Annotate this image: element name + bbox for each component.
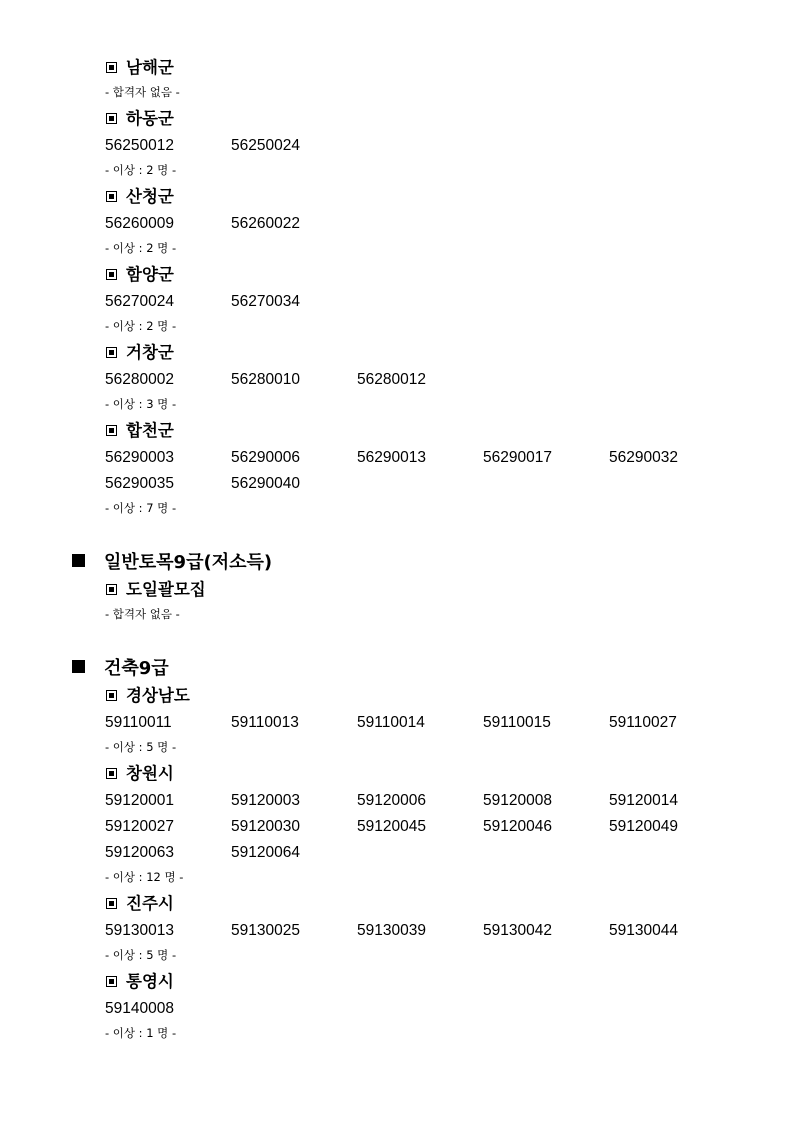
exam-number: 59120064 [231,844,300,861]
region-name: 남해군 [126,58,174,77]
exam-number: 59130013 [105,922,174,939]
region-name: 함양군 [126,265,174,284]
result-note: - 이상 : 1 명 - [105,1026,177,1040]
exam-number: 56290013 [357,449,426,466]
region-name: 도일괄모집 [126,580,206,599]
exam-number: 59120014 [609,792,678,809]
exam-number: 56290017 [483,449,552,466]
category-title [72,657,169,681]
result-note: - 이상 : 5 명 - [105,948,177,962]
result-note: - 합격자 없음 - [105,607,180,621]
exam-number: 59120003 [231,792,300,809]
exam-number: 56280010 [231,371,300,388]
result-note: - 이상 : 2 명 - [105,319,177,333]
exam-number: 56290032 [609,449,678,466]
exam-number: 59120008 [483,792,552,809]
exam-number: 59130044 [609,922,678,939]
result-note: - 합격자 없음 - [105,85,180,99]
category-square-icon [72,660,85,673]
exam-number: 59120063 [105,844,174,861]
exam-number: 59120046 [483,818,552,835]
exam-number: 59130039 [357,922,426,939]
exam-number: 59110014 [357,714,425,731]
region-title [106,342,174,364]
region-name: 산청군 [126,187,174,206]
exam-number: 59120001 [105,792,174,809]
exam-number: 59120045 [357,818,426,835]
exam-number: 59130025 [231,922,300,939]
boxed-square-bullet-icon [106,690,117,701]
boxed-square-bullet-icon [106,62,117,73]
exam-number: 59110027 [609,714,677,731]
exam-number: 56280002 [105,371,174,388]
exam-number: 59120049 [609,818,678,835]
region-title [106,420,174,442]
exam-number: 59120027 [105,818,174,835]
result-note: - 이상 : 2 명 - [105,241,177,255]
exam-number: 59140008 [105,1000,174,1017]
region-title [106,685,190,707]
result-note: - 이상 : 12 명 - [105,870,184,884]
region-name: 합천군 [126,421,174,440]
category-label: 일반토목9급(저소득) [104,552,273,573]
exam-number: 56270034 [231,293,300,310]
boxed-square-bullet-icon [106,113,117,124]
boxed-square-bullet-icon [106,976,117,987]
exam-number: 56280012 [357,371,426,388]
region-name: 진주시 [126,894,174,913]
exam-number: 59130042 [483,922,552,939]
region-title [106,971,174,993]
result-note: - 이상 : 5 명 - [105,740,177,754]
boxed-square-bullet-icon [106,425,117,436]
boxed-square-bullet-icon [106,768,117,779]
exam-number: 56290040 [231,475,300,492]
exam-number: 59110015 [483,714,551,731]
region-name: 창원시 [126,764,174,783]
exam-number: 56270024 [105,293,174,310]
category-square-icon [72,554,85,567]
exam-number: 56290003 [105,449,174,466]
region-name: 통영시 [126,972,174,991]
region-title [106,579,206,601]
exam-number: 56250024 [231,137,300,154]
category-label: 건축9급 [104,658,169,679]
region-title [106,186,174,208]
exam-number: 56250012 [105,137,174,154]
region-title [106,893,174,915]
exam-number: 56260022 [231,215,300,232]
boxed-square-bullet-icon [106,347,117,358]
exam-number: 59110013 [231,714,299,731]
exam-number: 56290006 [231,449,300,466]
exam-number: 59120030 [231,818,300,835]
region-name: 거창군 [126,343,174,362]
exam-number: 59110011 [105,714,172,731]
region-title [106,108,174,130]
region-title [106,57,174,79]
exam-number: 59120006 [357,792,426,809]
boxed-square-bullet-icon [106,584,117,595]
region-title [106,264,174,286]
result-note: - 이상 : 3 명 - [105,397,177,411]
region-name: 경상남도 [126,686,190,705]
exam-number: 56260009 [105,215,174,232]
category-title [72,551,272,575]
region-name: 하동군 [126,109,174,128]
exam-number: 56290035 [105,475,174,492]
boxed-square-bullet-icon [106,191,117,202]
region-title [106,763,174,785]
result-note: - 이상 : 2 명 - [105,163,177,177]
boxed-square-bullet-icon [106,269,117,280]
result-note: - 이상 : 7 명 - [105,501,177,515]
boxed-square-bullet-icon [106,898,117,909]
